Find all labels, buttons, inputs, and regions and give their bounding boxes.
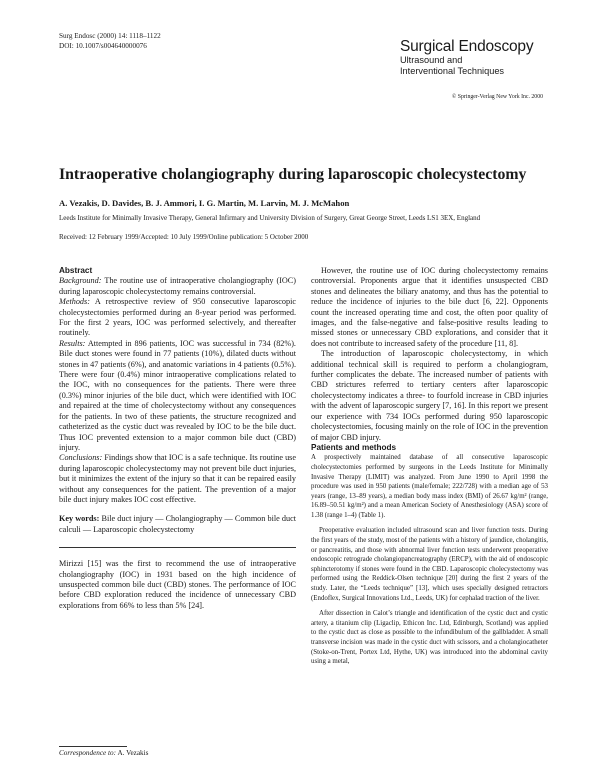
correspondence-footnote (59, 749, 148, 757)
methods-body (311, 453, 548, 666)
results-text: Attempted in 896 patients, IOC was successful in 734 (82%). Bile duct stones were found in 77 patients (10%), dilated ducts without stones in 47 patients (6%), and anatomic variations in 4 patients (0.5%). There were four (0.4%) minor intraoperative complications related to the IOC, with no consequences for the patients. There were three (0.3%) minor injuries of the bile duct, which were identified with IOC and repaired at the time of cholecystectomy without any consequences for the patients. In two of these patients, the structure recognized and catheterized as the cystic duct was revealed by IOC to be the bile duct. Thus IOC prevented extension to a major common bile duct (CBD) injury. (59, 338, 296, 452)
methods-label: Methods: (59, 297, 90, 307)
article-title: Intraoperative cholangiography during laparoscopic cholecystectomy (59, 166, 527, 183)
left-column (59, 266, 296, 611)
abstract-background (59, 276, 296, 297)
received-dates: Received: 12 February 1999/Accepted: 10 July 1999/Online publication: 5 October 2000 (59, 233, 309, 241)
intro-paragraph-2: However, the routine use of IOC during cholecystectomy remains controversial. Proponents argue that it identifies unsuspected CBD stones and delineates the biliary anatomy, and thus has the potential to reduce the incidence of injuries to the bile duct [6, 22]. Opponents count the increased operating time and cost, the often poor quality of images, and the false-negative and false-positive results leading to missed stones or unnecessary CBD explorations, and consider that it does not contribute to increased safety of the procedure [11, 8]. (311, 266, 548, 348)
keywords-text: Bile duct injury — Cholangiography — Common bile duct calculi — Laparoscopic cholecystectomy (59, 514, 297, 534)
right-column (311, 266, 548, 667)
abstract-methods (59, 297, 296, 339)
background-label: Background: (59, 276, 102, 286)
copyright: © Springer-Verlag New York Inc. 2000 (451, 94, 543, 100)
journal-subtitle-1: Ultrasound and (400, 55, 463, 65)
correspondence-label: Correspondence to: (59, 749, 117, 757)
abstract-divider (59, 547, 296, 548)
methods-heading: Patients and methods (311, 442, 397, 452)
intro-paragraph-3: The introduction of laparoscopic cholecystectomy, in which additional technical skill is required to perform a cholangiogram, further complicates the debate. The increased number of patients with CBD strictures referred to tertiary centers after laparoscopic cholecystectomy indicates a three- to fourfold increase in CBD injuries with the advent of laparoscopic surgery [7, 16]. In this report we present our experience with 734 IOCs performed during 950 laparoscopic cholecystectomies, focusing mainly on the role of IOC in the prevention of major CBD injury. (311, 349, 548, 442)
doi-line: DOI: 10.1007/s004640000076 (59, 42, 147, 50)
correspondence-name: A. Vezakis (117, 749, 149, 757)
citation (59, 31, 161, 51)
journal-subtitle-2: Interventional Techniques (400, 66, 505, 76)
abstract-conclusions (59, 453, 296, 505)
affiliation: Leeds Institute for Minimally Invasive Therapy, General Infirmary and University Division of Surgery, Great George Street, Leeds LS1 3EX, England (59, 214, 481, 222)
background-text: The routine use of intraoperative cholangiography (IOC) during laparoscopic cholecystectomy remains controversial. (59, 276, 296, 296)
authors: A. Vezakis, D. Davides, B. J. Ammori, I. G. Martin, M. Larvin, M. J. McMahon (59, 198, 350, 208)
methods-paragraph-2: Preoperative evaluation included ultrasound scan and liver function tests. During the first years of the study, most of the patients with a history of jaundice, cholangitis, or pancreatitis, and those with abnormal liver function tests underwent preoperative endoscopic retrograde cholangiopancreatography (ERCP), with the aid of endoscopic sphincterotomy if stones were found in the CBD. Laparoscopic cholecystectomy was performed using the Reddick-Olsen technique [20] during the first 2 years of the study. Later, the “Leeds technique” [13], which uses specially designed retractors (Endoflex, Surgical Innovations Ltd., Leeds, UK) for cephalad traction of the liver. (311, 527, 548, 602)
conclusions-text: Findings show that IOC is a safe technique. Its routine use during laparoscopic cholecystectomy may not prevent bile duct injuries, but it minimizes the extent of the injury so that it can be repaired easily without any consequences for the patient. The prevention of a major bile duct injury makes IOC cost effective. (59, 453, 296, 504)
methods-paragraph-1: A prospectively maintained database of all consecutive laparoscopic cholecystectomies performed by surgeons in the Leeds Institute for Minimally Invasive Therapy (LIMIT) was analyzed. From June 1990 to April 1998 the procedure was used in 950 patients (male/female; 222/728) with a median age of 53 years (range, 13–89 years), a median body mass index (BMI) of 26.67 kg/m² (range, 16.89–50.51 kg/m²) and a mean American Society of Anesthesiology (ASA) score of 1.38 (range 1–4) (Table 1). (311, 454, 548, 519)
footnote-divider (59, 746, 127, 747)
keywords (59, 514, 296, 535)
keywords-label: Key words: (59, 514, 100, 524)
methods-text: A retrospective review of 950 consecutive laparoscopic cholecystectomies performed during an 8-year period was performed. For the first 2 years, IOC was performed selectively, and thereafter routinely. (59, 297, 296, 338)
journal-masthead (400, 38, 533, 77)
methods-paragraph-3: After dissection in Calot’s triangle and identification of the cystic duct and cystic artery, a titanium clip (Ligaclip, Ethicon Inc. Ltd, Edinburgh, Scotland) was applied to the cystic duct as close as possible to the infundibulum of the gallbladder. A small transverse incision was made in the cystic duct with scissors, and a cholangiocatheter (Stoke-on-Trent, Portex Ltd, Hythe, UK) was introduced into the abdominal cavity using a metal, (311, 610, 548, 666)
abstract-heading: Abstract (59, 266, 93, 275)
abstract-results (59, 339, 296, 453)
intro-paragraph-1: Mirizzi [15] was the first to recommend the use of intraoperative cholangiography (IOC) in 1931 based on the high incidence of unsuspected common bile duct (CBD) stones. The performance of IOC before CBD exploration reduced the incidence of unnecessary CBD explorations from 66% to less than 5% [24]. (59, 559, 296, 610)
results-label: Results: (59, 338, 86, 348)
conclusions-label: Conclusions: (59, 453, 103, 463)
citation-line: Surg Endosc (2000) 14: 1118–1122 (59, 32, 161, 40)
journal-name: Surgical Endoscopy (400, 38, 534, 55)
